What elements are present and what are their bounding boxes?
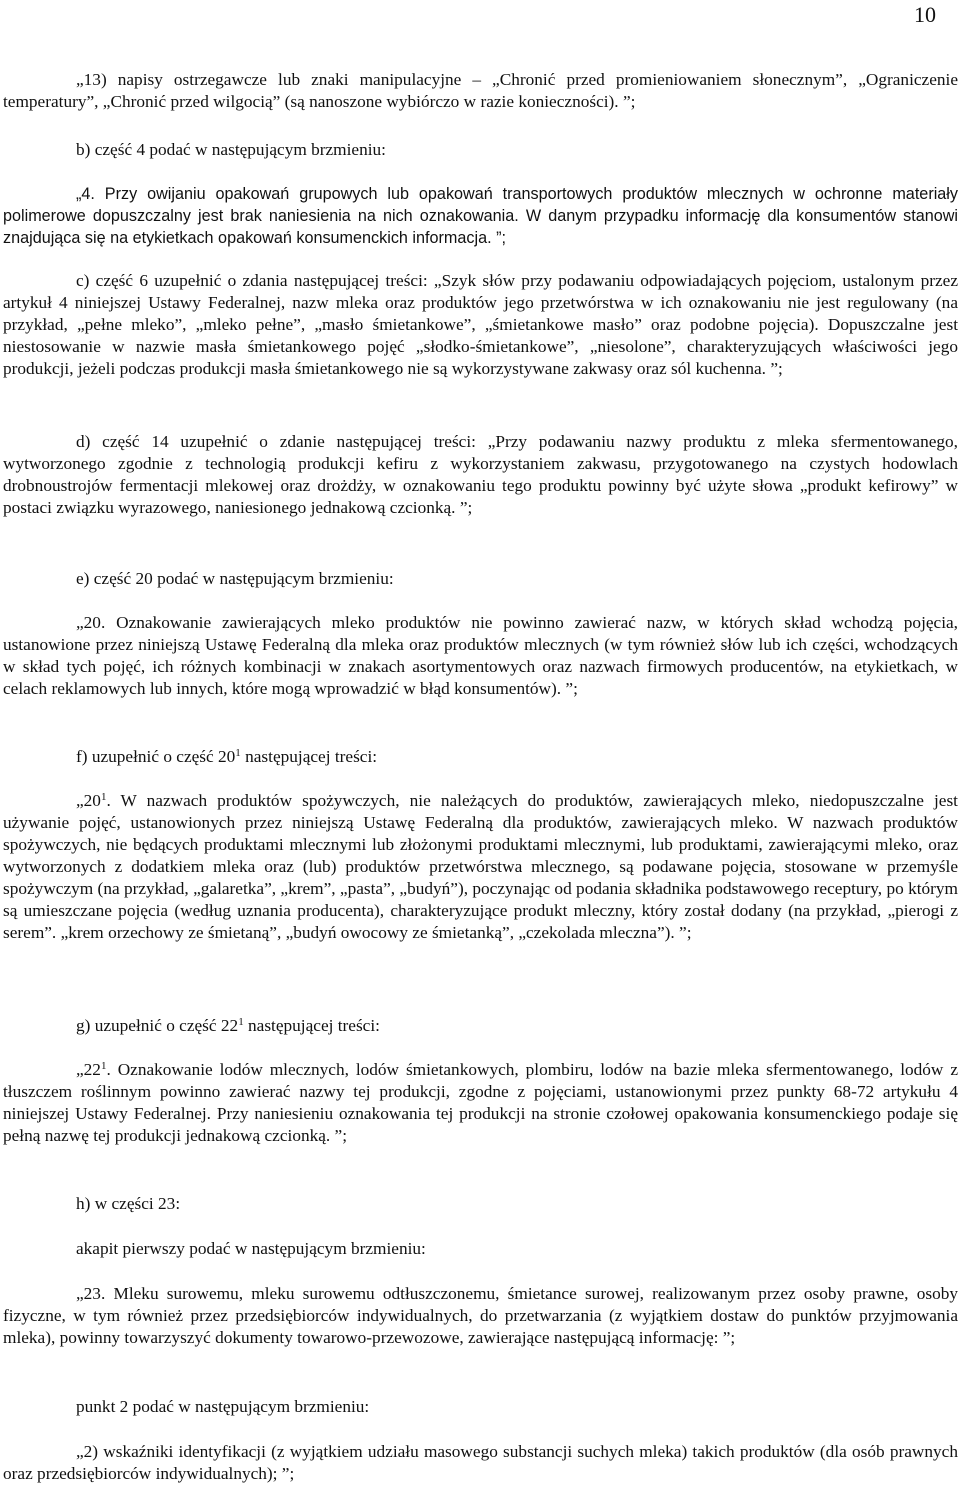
amendment-b-lead: b) część 4 podać w następującym brzmieniu: [76, 140, 386, 159]
amendment-h-subitem-1: akapit pierwszy podać w następującym brzmieniu: [76, 1239, 426, 1258]
superscript: 1 [235, 747, 241, 759]
paragraph-point-2: „2) wskaźniki identyfikacji (z wyjątkiem udziału masowego substancji suchych mleka) takich produktów (dla osób prawnych oraz przedsiębiorców indywidualnych); ”; [3, 1442, 958, 1483]
paragraph-part-4-first: „4. Przy owijaniu opakowań grupowych lub opakowań transportowych produktów mlecznych w ochronne materiały polimerowe dopuszczalny jest brak naniesienia na nich oznakowania. [3, 185, 958, 225]
amendment-c-paragraph: c) część 6 uzupełnić o zdania następującej treści: „Szyk słów przy podawaniu odpowiadających pojęciom, ustalonym przez artykuł 4 niniejszej Ustawy Federalnej, nazw mleka oraz produktów jego przetwórstwa w ich oznakowaniu nie jest regulowany (na przykład, „pełne mleko”, „mleko pełne”, „masło śmietankowe”, „śmietankowe masło” oraz podobne pojęcia). Dopuszczalne jest niestosowanie w nazwie masła śmietankowego pojęć „słodko-śmietankowe”, „niesolone”, charakteryzujących właściwości jego produkcji, jeżeli podczas produkcji masła śmietankowego nie są wykorzystywane zakwasy oraz sól kuchenna. ”; [3, 271, 958, 378]
superscript: 1 [100, 1060, 107, 1072]
amendment-h-lead: h) w części 23: [76, 1194, 181, 1213]
paragraph-part-22-1 [3, 1059, 958, 1147]
paragraph-part-20-1-text: . W nazwach produktów spożywczych, nie należących do produktów, zawierających mleko, niedopuszczalne jest używanie pojęć, ustanowionych przez niniejszą Ustawę Federalną dla produktów, zawierających mleko. W nazwach produktów spożywczych, nie będących produktami mlecznymi lub złożonymi produktami mlecznymi, lub produktami, zawierającymi mleko, oraz wytworzonych z dodatkiem mleka oraz (lub) produktów przetwórstwa mlecznego, są podawane pojęcia, stosowane w przemyśle spożywczym (na przykład, „galaretka”, „krem”, „pasta”, „budyń”), poczynając od podania składnika podstawowego receptury, po którym są umieszczane pojęcia (według uznania producenta), charakteryzujące produkt mleczny, który został dodany (na przykład, „pierogi z serem”. „krem orzechowy ze śmietaną”, „budyń owocowy ze śmietanką”, „czekolada mleczna”). ”; [3, 791, 958, 942]
superscript: 1 [100, 791, 107, 803]
superscript: 1 [238, 1016, 244, 1028]
paragraph-part-22-1-text: . Oznakowanie lodów mlecznych, lodów śmietankowych, plombiru, lodów na bazie mleka sfermentowanego, lodów z tłuszczem roślinnym powinno zawierać nazwy tej produkcji, zgodne z pojęciami, ustanowionymi przez punkty 68-72 artykułu 4 niniejszej Ustawy Federalnej. Przy naniesieniu oznakowania tej produkcji na stronie czołowej opakowania konsumenckiego podaje się pełną nazwę tej produkcji jednakową czcionką. ”; [3, 1060, 958, 1145]
amendment-e-lead: e) część 20 podać w następującym brzmieniu: [76, 569, 394, 588]
paragraph-part-23: „23. Mleku surowemu, mleku surowemu odtłuszczonemu, śmietance surowej, realizowanym przez osoby prawne, osoby fizyczne, w tym również przez przedsiębiorców indywidualnych, do przetwarzania (z wyjątkiem dostaw do punktów przyjmowania mleka), powinny towarzyszyć dokumenty towarowo-przewozowe, zawierające następującą informację: ”; [3, 1284, 958, 1347]
page-number: 10 [914, 2, 936, 27]
paragraph-13-warnings: „13) napisy ostrzegawcze lub znaki manipulacyjne – „Chronić przed promieniowaniem słonecznym”, „Ograniczenie temperatury”, „Chronić przed wilgocią” (są nanoszone wybiórczo w razie konieczności). ”; [3, 70, 958, 111]
paragraph-part-20: „20. Oznakowanie zawierających mleko produktów nie powinno zawierać nazw, w których skład wchodzą pojęcia, ustanowione przez niniejszą Ustawę Federalną dla mleka oraz produktów mlecznych (w tym również słów lub ich części, wchodzących w skład tych pojęć, ich różnych kombinacji w znakach asortymentowych oraz nazwach firmowych producentów, na etykietkach, w celach reklamowych lub innych, które mogą wprowadzić w błąd konsumentów). ”; [3, 613, 958, 698]
amendment-d-paragraph: d) część 14 uzupełnić o zdanie następującej treści: „Przy podawaniu nazwy produktu z mleka sfermentowanego, wytworzonego zgodnie z technologią produkcji kefiru z wykorzystaniem zakwasu, przygotowanego na czystych hodowlach drobnoustrojów fermentacji mlekowej oraz drożdży, w oznakowaniu tego produktu powinny być użyte słowa „produkt kefirowy” w postaci związku wyrazowego, naniesionego jednakową czcionką. ”; [3, 432, 958, 517]
paragraph-part-4-second: W danym przypadku informację dla konsumentów stanowi znajdująca się na etykietkach opakowań konsumenckich informacja. ”; [3, 207, 958, 247]
amendment-h-subitem-2: punkt 2 podać w następującym brzmieniu: [76, 1397, 370, 1416]
amendment-g-lead-text: g) uzupełnić o część 22 [76, 1016, 239, 1035]
paragraph-part-20-1 [3, 790, 958, 944]
amendment-f-lead-text: f) uzupełnić o część 20 [76, 747, 236, 766]
paragraph-part-20-1-number: „20 [76, 791, 101, 810]
paragraph-part-22-1-number: „22 [76, 1060, 101, 1079]
amendment-g-lead-rest: następującej treści: [243, 1016, 380, 1035]
amendment-f-lead-rest: następującej treści: [240, 747, 378, 766]
amendment-g-lead [76, 1015, 380, 1037]
amendment-f-lead [76, 746, 377, 768]
paragraph-part-4 [3, 183, 958, 249]
